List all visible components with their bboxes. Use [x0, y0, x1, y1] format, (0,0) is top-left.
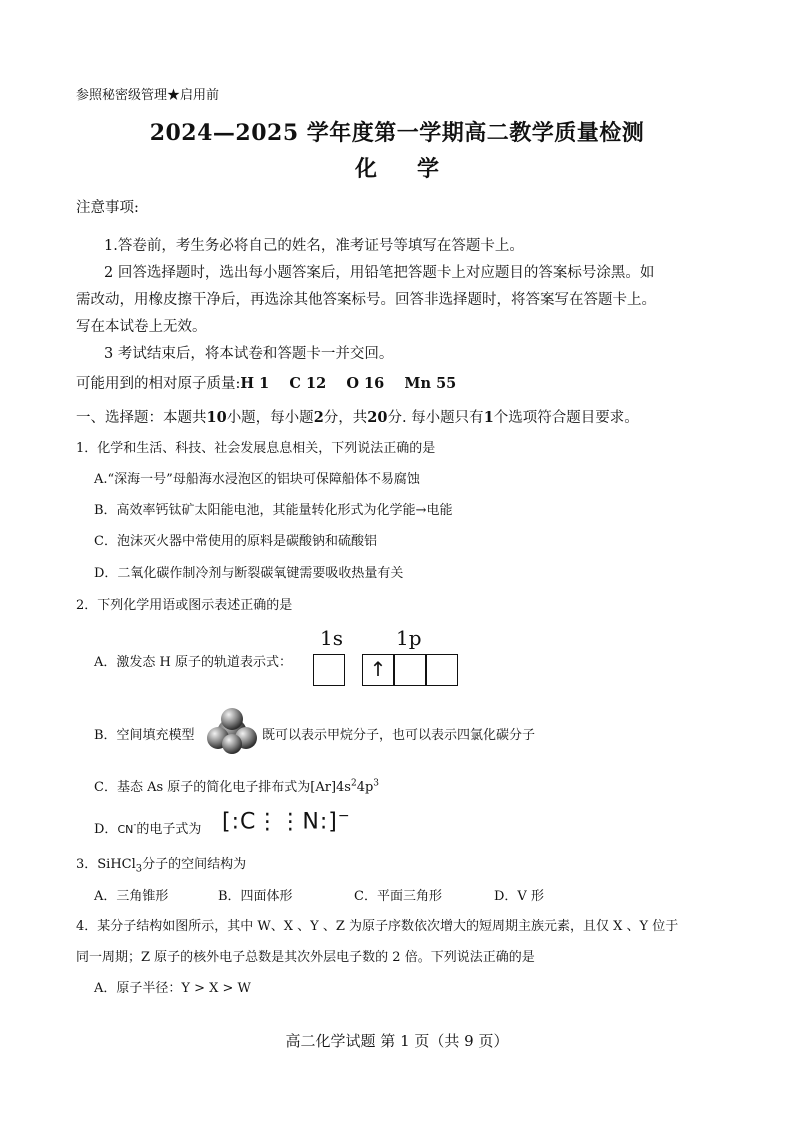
q1-option-d: D．二氧化碳作制冷剂与断裂碳氧键需要吸收热量有关 — [94, 566, 404, 581]
q3-option-a: A．三角锥形 — [94, 889, 169, 904]
orbital-label-1s: 1s — [320, 626, 343, 650]
secrecy-label: 参照秘密级管理★启用前 — [76, 88, 220, 103]
question-count: 10 — [206, 409, 227, 426]
q1-option-b: B．高效率钙钛矿太阳能电池，其能量转化形式为化学能→电能 — [94, 503, 453, 518]
q3-stem-text: 分子的空间结构为 — [142, 857, 247, 872]
orbital-box-1p-1 — [362, 654, 394, 686]
q2-option-c-text: C．基态 As 原子的简化电子排布式为[Ar]4s — [94, 780, 351, 795]
section-intro-text: 一、选择题：本题共 — [76, 410, 207, 426]
subscript: 3 — [135, 863, 143, 875]
points-total: 20 — [367, 409, 388, 426]
notice-heading: 注意事项: — [76, 200, 139, 216]
notice-item-3: 3 考试结束后，将本试卷和答题卡一并交回。 — [104, 346, 394, 362]
q2-option-c — [94, 776, 379, 795]
section-intro-text: 个选项符合题目要求。 — [493, 410, 639, 426]
atomic-mass-label: 可能用到的相对原子质量: — [76, 376, 241, 392]
q1-stem: 1．化学和生活、科技、社会发展息息相关，下列说法正确的是 — [76, 441, 436, 456]
points-each: 2 — [313, 409, 324, 426]
q2-option-c-text: 4p — [356, 780, 374, 795]
orbital-box-1p-2 — [394, 654, 426, 686]
orbital-label-1p: 1p — [396, 626, 422, 650]
superscript: 3 — [373, 778, 380, 789]
subject-title: 化学 — [354, 156, 479, 182]
superscript: 2 — [350, 778, 357, 789]
q2-option-b-prefix: B．空间填充模型 — [94, 728, 195, 743]
notice-item-1: 1.答卷前，考生务必将自己的姓名，准考证号等填写在答题卡上。 — [104, 238, 524, 254]
section-1-intro — [76, 406, 639, 427]
formula-charge: − — [337, 808, 351, 824]
page-footer: 高二化学试题 第 1 页（共 9 页） — [285, 1032, 509, 1050]
q1-option-c: C．泡沫灭火器中常使用的原料是碳酸钠和硫酸铝 — [94, 534, 377, 549]
q4-stem-line-2: 同一周期；Z 原子的核外电子总数是其次外层电子数的 2 倍。下列说法正确的是 — [76, 950, 535, 965]
q4-stem-line-1: 4．某分子结构如图所示，其中 W、X 、Y 、Z 为原子序数依次增大的短周期主族元素，且仅 X 、Y 位于 — [76, 919, 679, 934]
cyanide-electron-formula — [222, 808, 351, 834]
electron-formula: [:C⋮⋮N:] — [222, 809, 338, 835]
q3-option-d: D．V 形 — [494, 889, 544, 904]
notice-item-2-line-3: 写在本试卷上无效。 — [76, 319, 207, 335]
orbital-box-1s — [313, 654, 345, 686]
q2-option-d-text: D． — [94, 822, 118, 837]
q2-stem: 2．下列化学用语或图示表述正确的是 — [76, 598, 293, 613]
section-intro-text: 分，共 — [323, 410, 368, 426]
notice-item-2-line-1: 2 回答选择题时，选出每小题答案后，用铅笔把答题卡上对应题目的答案标号涂黑。如 — [104, 265, 655, 281]
notice-item-2-line-2: 需改动，用橡皮擦干净后，再选涂其他答案标号。回答非选择题时，将答案写在答题卡上。 — [76, 292, 656, 308]
exam-title: 2024—2025 学年度第一学期高二教学质量检测 — [149, 120, 645, 146]
q1-option-a: A.“深海一号”母船海水浸泡区的铝块可保障船体不易腐蚀 — [94, 472, 420, 487]
cyanide-ion: CN — [117, 823, 134, 836]
correct-option-count: 1 — [483, 409, 494, 426]
q3-option-b: B．四面体形 — [218, 889, 293, 904]
atomic-mass-line — [76, 372, 456, 393]
space-filling-model-icon — [205, 706, 259, 756]
atomic-mass-values: H 1 C 12 O 16 Mn 55 — [240, 375, 457, 392]
q4-option-a: A．原子半径：Y > X > W — [94, 981, 251, 996]
section-intro-text: 分. 每小题只有 — [387, 410, 484, 426]
q3-option-c: C．平面三角形 — [354, 889, 442, 904]
q2-option-b-suffix: 既可以表示甲烷分子，也可以表示四氯化碳分子 — [262, 728, 536, 743]
orbital-box-1p-3 — [426, 654, 458, 686]
ion-charge: - — [133, 820, 137, 831]
q3-stem — [76, 853, 246, 875]
up-arrow-icon: ↑ — [369, 657, 387, 681]
section-intro-text: 小题，每小题 — [226, 410, 314, 426]
q2-option-d-text: 的电子式为 — [136, 822, 202, 837]
q2-option-d — [94, 818, 201, 837]
q3-stem-text: 3．SiHCl — [76, 857, 136, 872]
q2-option-a: A．激发态 H 原子的轨道表示式： — [94, 655, 292, 670]
